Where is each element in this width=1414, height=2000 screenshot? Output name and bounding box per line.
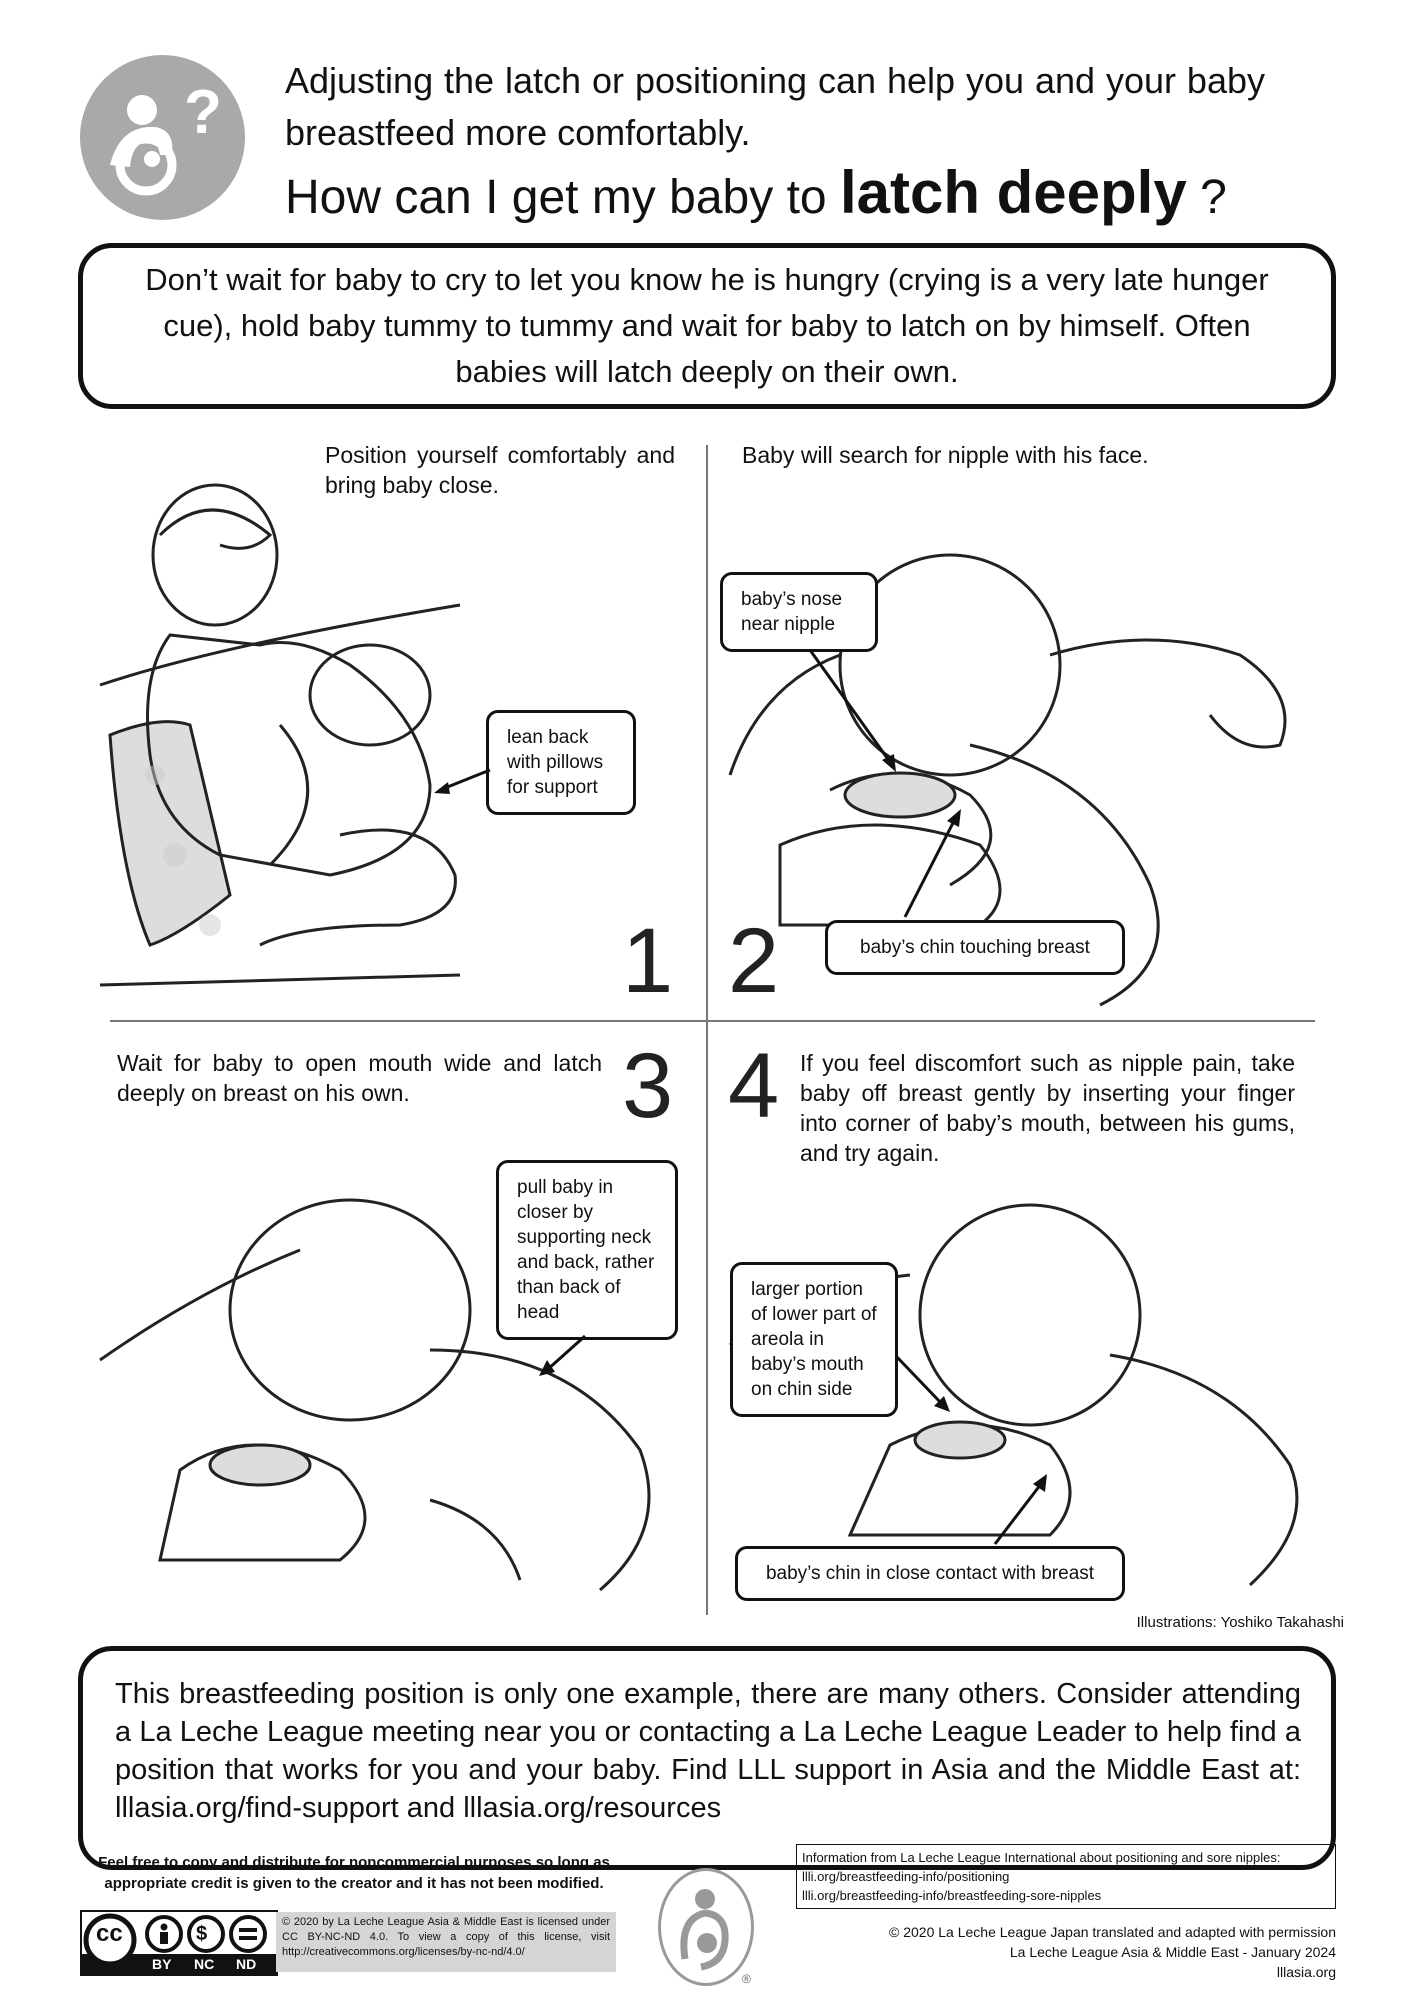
callout-nose-near-nipple: baby’s nose near nipple: [720, 572, 878, 652]
edition-line: La Leche League Asia & Middle East - January 2024: [1009, 1944, 1336, 1960]
callout-chin-touching: baby’s chin touching breast: [825, 920, 1125, 975]
arrow-icon: [895, 805, 975, 925]
copyright-line: © 2020 La Leche League Japan translated and adapted with permission: [889, 1924, 1336, 1940]
step-2-number: 2: [728, 910, 780, 1012]
cc-badge-nc: NC: [194, 1956, 215, 1972]
sore-nipples-link[interactable]: llli.org/breastfeeding-info/breastfeeding-sore-nipples: [802, 1888, 1102, 1903]
cc-badge-by: BY: [152, 1956, 172, 1972]
illustration-credit: Illustrations: Yoshiko Takahashi: [1136, 1614, 1344, 1631]
step-1-number: 1: [622, 910, 674, 1012]
arrow-icon: [985, 1470, 1055, 1550]
cc-badge-nd: ND: [236, 1956, 257, 1972]
svg-text:?: ?: [184, 78, 222, 147]
step-3-number: 3: [622, 1035, 674, 1137]
title-suffix: ?: [1200, 171, 1227, 224]
step-4-caption: If you feel discomfort such as nipple pain, take baby off breast gently by inserting your finger into corner of baby’s mouth, between his gums, and try again.: [800, 1050, 1295, 1166]
step-4-number: 4: [728, 1035, 780, 1137]
step-3-caption: Wait for baby to open mouth wide and latch deeply on breast on his own.: [117, 1050, 602, 1106]
title-emphasis: latch deeply: [839, 159, 1187, 226]
arrow-icon: [790, 640, 910, 780]
callout-chin-close-contact: baby’s chin in close contact with breast: [735, 1546, 1125, 1601]
arrow-icon: [535, 1330, 595, 1380]
lll-question-logo-icon: [80, 55, 245, 220]
callout-pull-baby-closer: pull baby in closer by supporting neck and back, rather than back of head: [496, 1160, 678, 1340]
info-heading: Information from La Leche League International about positioning and sore nipples:: [802, 1850, 1281, 1865]
more-positions-box: [78, 1646, 1336, 1870]
cc-text: cc: [96, 1920, 123, 1947]
lll-mother-baby-logo-icon: [658, 1868, 754, 1986]
step-1-caption: Position yourself comfortably and bring baby close.: [325, 442, 675, 498]
info-box: [796, 1844, 1336, 1909]
registered-mark: ®: [742, 1972, 751, 1986]
panel-divider-horizontal: [110, 1020, 1315, 1022]
intro-text: Adjusting the latch or positioning can help you and your baby breastfeed more comfortably.: [285, 60, 1265, 153]
nd-icon: [231, 1917, 265, 1951]
hunger-cue-box: [78, 243, 1336, 409]
callout-larger-areola: larger portion of lower part of areola in baby’s mouth on chin side: [730, 1262, 898, 1417]
positioning-link[interactable]: llli.org/breastfeeding-info/positioning: [802, 1869, 1010, 1884]
step-2-caption: Baby will search for nipple with his face.: [742, 442, 1149, 468]
cc-license-badge[interactable]: cc $ BY NC ND: [80, 1910, 278, 1976]
panel-divider-vertical: [706, 445, 708, 1615]
callout-lean-back: lean back with pillows for support: [486, 710, 636, 815]
permission-notice: Feel free to copy and distribute for noncommercial purposes so long as appropriate credit is given to the creator and it has not been modified.: [98, 1854, 610, 1892]
license-text: © 2020 by La Leche League Asia & Middle East is licensed under CC BY-NC-ND 4.0. To view a copy of this license, visit http://creativecommons.org/licenses/by-nc-nd/4.0/: [276, 1912, 616, 1972]
arrow-icon: [890, 1350, 960, 1420]
website-link[interactable]: lllasia.org: [1276, 1964, 1336, 1980]
page-title: [285, 158, 1227, 227]
hunger-cue-text: Don’t wait for baby to cry to let you know he is hungry (crying is a very late hunger cue), hold baby tummy to tummy and wait for baby to latch on by himself. Often babies will latch deeply on their own.: [145, 262, 1269, 389]
copyright-block: [889, 1922, 1336, 1982]
more-positions-text: This breastfeeding position is only one example, there are many others. Consider attending a La Leche League meeting near you or contacting a La Leche League Leader to help find a position that works for you and your baby. Find LLL support in Asia and the Middle East at: lllasia.org/find-support and lllasia.org/resources: [115, 1678, 1301, 1824]
title-prefix: How can I get my baby to: [285, 171, 827, 224]
arrow-icon: [430, 760, 500, 800]
